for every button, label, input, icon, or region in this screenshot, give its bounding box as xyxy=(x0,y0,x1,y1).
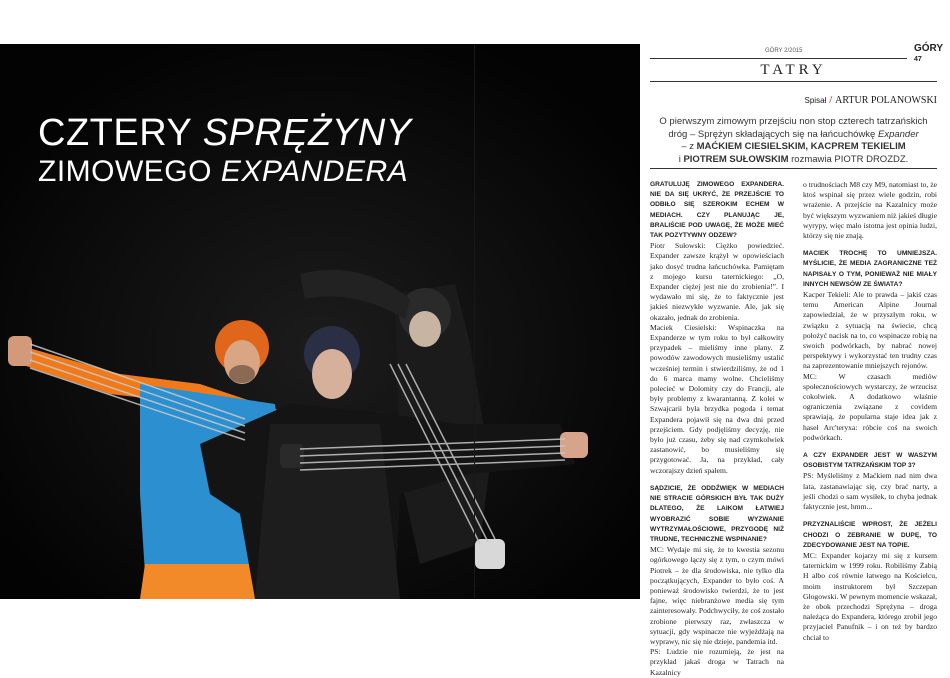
intro-line1: O pierwszym zimowym przejściu non stop czterech tatrzańskich xyxy=(659,116,928,127)
question-4: A CZY EXPANDER JEST W WASZYM OSOBISTYM TATRZAŃSKIM TOP 3? xyxy=(803,452,937,470)
intro-line4-b: PIOTREM SUŁOWSKIM xyxy=(683,153,789,165)
intro-line4-c: rozmawia PIOTR DROZDZ. xyxy=(788,153,909,165)
intro xyxy=(650,116,937,166)
byline-name: ARTUR POLANOWSKI xyxy=(835,95,937,106)
question-3: MACIEK TROCHĘ TO UMNIEJSZA. MYŚLICIE, ŻE MEDIA ZAGRANICZNE TEŻ NAPISAŁY O TYM, PONIEWAŻ NIE MIAŁY INNYCH NEWSÓW ZE ŚWIATA? xyxy=(803,250,937,288)
byline-separator: / xyxy=(829,95,833,106)
intro-line2-b: Expander xyxy=(877,128,919,140)
article-column-1 xyxy=(650,180,784,678)
intro-line3-b: MAĆKIEM CIESIELSKIM, KACPREM TEKIELIM xyxy=(696,141,906,152)
answer-mc: MC: Wydaje mi się, że to kwestia sezonu ogórkowego łączy się z tym, o czym mówi Piotrek – że dla środowiska, nie tylko dla początkujących, Expander to było coś. A ponieważ środowisko twierdzi, że to jest fajne, więc niebranżowe media się tym zainteresowały. Podchwyciły, że coś zostało zrobione pierwszy raz, zwłaszcza w sytuacji, gdy wspinacze nie wyjeżdżają na wyprawy, nic się nie dzieje, pandemia itd. xyxy=(650,545,784,646)
answer-continued: o trudnościach M8 czy M9, natomiast to, że ktoś wspinał się przez wiele godzin, robi wrażenie. A przejście na Kazalnicy może być większym wyzwaniem niż jakieś długie wyrypy, więc mało istotna jest opinia ludzi, którzy się nie znają. xyxy=(803,180,937,241)
headline-line2-b: EXPANDERA xyxy=(220,154,409,188)
page-gutter xyxy=(474,44,475,599)
question-5: PRZYZNALIŚCIE WPROST, ŻE JEŻELI CHODZI O ZEBRANIE W DUPĘ, TO ZDECYDOWANIE JEST NA TOPIE. xyxy=(803,521,937,549)
headline-line1-a: CZTERY xyxy=(38,112,203,154)
headline-line1-b: SPRĘŻYNY xyxy=(202,112,412,154)
intro-line2-a: dróg – Sprężyn składających się na łańcuchówkę xyxy=(668,128,878,140)
byline-label: Spisał xyxy=(804,96,827,105)
page-number: 47 xyxy=(914,56,922,63)
answer-piotr: Piotr Sułowski: Ciężko powiedzieć. Expander zawsze krążył w opowieściach jako dosyć trudna łańcuchówka. Pamiętam z mojego kursu taternickiego: „O, Expander ciężej jest nie do zrobienia!”. I wydawało mi się, że to faktycznie jest jakieś niezwykłe wyzwanie. Ale, jak się okazało, jednak do zrobienia. xyxy=(650,241,784,322)
issue-runner: GÓRY 2/2015 xyxy=(765,48,803,54)
answer-ps-2: PS: Myśleliśmy z Maćkiem nad nim dwa lata, zastanawiając się, czy brać narty, a jeśli chodzi o sam wysiłek, to chyba jednak faktycznie jest, hmm... xyxy=(803,471,937,512)
answer-kacper: Kacper Tekieli: Ale to prawda – jakiś czas temu American Alpine Journal zapowiedział, że w przyszłym roku, w związku z sytuacją na świecie, chcą położyć nacisk na to, co wspinacze robią na swoich podwórkach, by nabrać nowej perspektywy i wykorzystać ten trudny czas na zaprezentowanie mniejszych rejonów. xyxy=(803,290,937,371)
article-column-2 xyxy=(803,180,937,643)
magazine-brand: GÓRY xyxy=(914,43,944,54)
byline xyxy=(805,95,937,106)
top-rule xyxy=(650,58,907,59)
section-title: TATRY xyxy=(760,62,827,78)
question-1: GRATULUJĘ ZIMOWEGO EXPANDERA. NIE DA SIĘ UKRYĆ, ŻE PRZEJŚCIE TO ODBIŁO SIĘ SZEROKIM ECHEM W MEDIACH. CZY PLANUJĄC JE, BRALIŚCIE POD UWAGĘ, ŻE MOŻE MIEĆ TAK POZYTYWNY ODZEW? xyxy=(650,181,784,240)
intro-line4-a: i xyxy=(678,153,684,165)
intro-line3-a: – z xyxy=(681,141,697,152)
headline xyxy=(38,112,412,188)
intro-rule xyxy=(650,168,937,169)
headline-line2-a: ZIMOWEGO xyxy=(38,154,221,188)
answer-mc-2: MC: W czasach mediów społecznościowych wystarczy, że wrzucisz cokolwiek. A dodatkowo właśnie ograniczenia związane z covidem sprawiają, że popularna staje idea jak z haseł Arc'teryxa: róbcie coś na swoich podwórkach. xyxy=(803,371,937,442)
question-2: SĄDZICIE, ŻE ODDŹWIĘK W MEDIACH NIE STRACIE GÓRSKICH BYŁ TAK DUŻY DLATEGO, ŻE LAIKOM ŁATWIEJ WYOBRAZIĆ SOBIE WYZWANIE WYTRZYMAŁOŚCIOWE, PRZYGODĘ NIŻ TRUDNE, TECHNICZNE WSPINANIE? xyxy=(650,484,784,543)
answer-ps: PS: Ludzie nie rozumieją, że jest na przykład jakaś droga w Tatrach na Kazalnicy xyxy=(650,647,784,677)
section-rule xyxy=(650,81,937,82)
answer-mc-3: MC: Expander kojarzy mi się z kursem taternickim w 1999 roku. Robiliśmy Żabią H albo coś równie łatwego na Kościelcu, moim instruktorem był Szczepan Głogowski. W pewnym momencie wskazał, że obok przechodzi Sprężyna – droga należąca do Expandera, którego zrobił jego przyjaciel Panufnik – i on też by bardzo chciał to xyxy=(803,550,937,642)
answer-maciek: Maciek Ciesielski: Wspinaczka na Expanderze w tym roku to był całkowity przypadek – mieliśmy inne plany. Z powodów zawodowych musieliśmy ustalić wcześniej termin i stwierdziliśmy, że od 1 do 6 marca mamy wolne. Chcieliśmy polecieć w Dolomity czy do Francji, ale były problemy z kwarantanną. Z kolei w Szwajcarii była brzydka pogoda i temat Expandera pojawił się na dwa dni przed przejściem. Gdy podjęliśmy decyzję, nie było już czasu, żeby się nad czymkolwiek zastanowić, bo musieliśmy się przygotować. Ja, na przykład, cały wczorajszy dzień spałem. xyxy=(650,322,784,475)
